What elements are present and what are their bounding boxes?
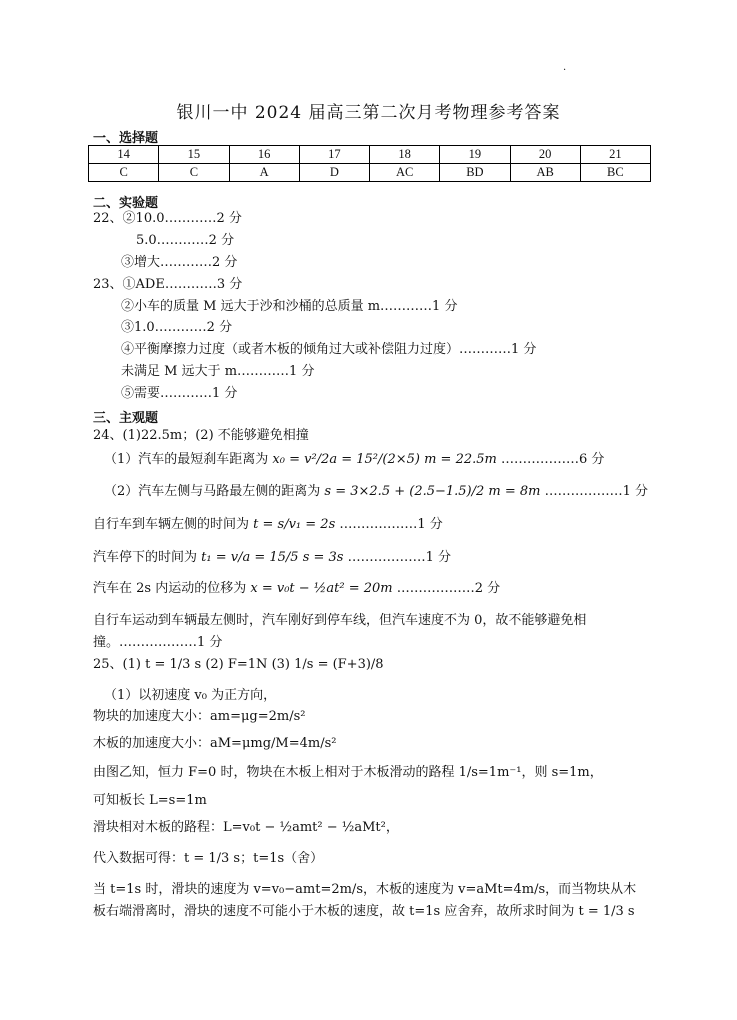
answer-cell: BC bbox=[580, 164, 650, 182]
q25-summary: 25、(1) t = 1/3 s (2) F=1N (3) 1/s = (F+3)/8 bbox=[93, 657, 384, 672]
step-text: （2）汽车左侧与马路最左侧的距离为 bbox=[104, 484, 321, 499]
equation: x = v₀t − ½at² = 20m bbox=[250, 581, 393, 596]
score: ………………2 分 bbox=[396, 581, 501, 596]
q24-conclusion: 自行车运动到车辆最左侧时，汽车刚好到停车线，但汽车速度不为 0，故不能够避免相撞。………………1 分 bbox=[93, 613, 587, 650]
q25-line: 由图乙知，恒力 F=0 时，物块在木板上相对于木板滑动的路程 1/s=1m⁻¹，则 s=1m， bbox=[93, 765, 603, 780]
q22-line: 5.0…………2 分 bbox=[136, 233, 235, 248]
section-heading-subjective: 三、主观题 bbox=[93, 411, 159, 426]
page-title: 银川一中 2024 届高三第二次月考物理参考答案 bbox=[176, 103, 561, 123]
step-text: （1）汽车的最短刹车距离为 bbox=[104, 452, 269, 467]
equation: x₀ = v²/2a = 15²/(2×5) m = 22.5m bbox=[272, 452, 497, 467]
q24-step3 bbox=[93, 517, 443, 533]
q25-line: 当 t=1s 时，滑块的速度为 v=v₀−amt=2m/s，木板的速度为 v=aMt=4m/s，而当物块从木板右端滑离时，滑块的速度不可能小于木板的速度，故 t=1s 应舍弃，故所求时间为 t = 1/3 s bbox=[93, 882, 637, 919]
q23-line: ③1.0…………2 分 bbox=[121, 320, 233, 335]
answer-table bbox=[88, 145, 651, 182]
q24-step4 bbox=[93, 550, 451, 566]
answer-row bbox=[89, 164, 651, 182]
q24-step1 bbox=[104, 452, 604, 468]
q22-line: ③增大…………2 分 bbox=[121, 255, 238, 270]
q25-line: 代入数据可得：t = 1/3 s；t=1s（舍） bbox=[93, 851, 324, 866]
question-number: 18 bbox=[370, 146, 440, 164]
answer-cell: C bbox=[89, 164, 159, 182]
q25-line: 滑块相对木板的路程：L=v₀t − ½amt² − ½aMt²， bbox=[93, 820, 399, 835]
answer-cell: D bbox=[299, 164, 369, 182]
q23-line: 未满足 M 远大于 m…………1 分 bbox=[121, 364, 315, 379]
q22-line: 22、②10.0…………2 分 bbox=[93, 211, 242, 226]
step-text: 汽车在 2s 内运动的位移为 bbox=[93, 581, 247, 596]
q25-line: 物块的加速度大小：am=μg=2m/s² bbox=[93, 709, 306, 724]
q25-line: 可知板长 L=s=1m bbox=[93, 793, 207, 808]
answer-cell: A bbox=[229, 164, 299, 182]
answer-cell: C bbox=[159, 164, 229, 182]
step-text: 汽车停下的时间为 bbox=[93, 550, 198, 565]
q24-summary: 24、(1)22.5m；(2) 不能够避免相撞 bbox=[93, 428, 309, 443]
question-number-row bbox=[89, 146, 651, 164]
q23-line: ④平衡摩擦力过度（或者木板的倾角过大或补偿阻力过度）…………1 分 bbox=[121, 342, 537, 357]
q25-line: （1）以初速度 v₀ 为正方向， bbox=[104, 688, 277, 703]
question-number: 17 bbox=[299, 146, 369, 164]
section-heading-choice: 一、选择题 bbox=[93, 131, 159, 146]
question-number: 16 bbox=[229, 146, 299, 164]
question-number: 21 bbox=[580, 146, 650, 164]
equation: t = s/v₁ = 2s bbox=[253, 517, 336, 532]
q23-line: ②小车的质量 M 远大于沙和沙桶的总质量 m…………1 分 bbox=[121, 299, 458, 314]
question-number: 14 bbox=[89, 146, 159, 164]
score: ………………1 分 bbox=[339, 517, 443, 532]
q24-step2 bbox=[104, 484, 648, 500]
answer-cell: AB bbox=[510, 164, 580, 182]
step-text: 自行车到车辆左侧的时间为 bbox=[93, 517, 250, 532]
equation: t₁ = v/a = 15/5 s = 3s bbox=[201, 550, 344, 565]
question-number: 19 bbox=[440, 146, 510, 164]
q23-line: ⑤需要…………1 分 bbox=[121, 386, 238, 401]
score: ………………1 分 bbox=[347, 550, 452, 565]
section-heading-experiment: 二、实验题 bbox=[93, 196, 159, 211]
q25-line: 木板的加速度大小：aM=μmg/M=4m/s² bbox=[93, 736, 337, 751]
q24-step5 bbox=[93, 581, 500, 597]
question-number: 20 bbox=[510, 146, 580, 164]
answer-cell: AC bbox=[370, 164, 440, 182]
question-number: 15 bbox=[159, 146, 229, 164]
corner-mark: . bbox=[563, 62, 567, 73]
q23-line: 23、①ADE…………3 分 bbox=[93, 277, 243, 292]
equation: s = 3×2.5 + (2.5−1.5)/2 m = 8m bbox=[324, 484, 541, 499]
score: ………………6 分 bbox=[500, 452, 605, 467]
score: ………………1 分 bbox=[544, 484, 649, 499]
answer-cell: BD bbox=[440, 164, 510, 182]
